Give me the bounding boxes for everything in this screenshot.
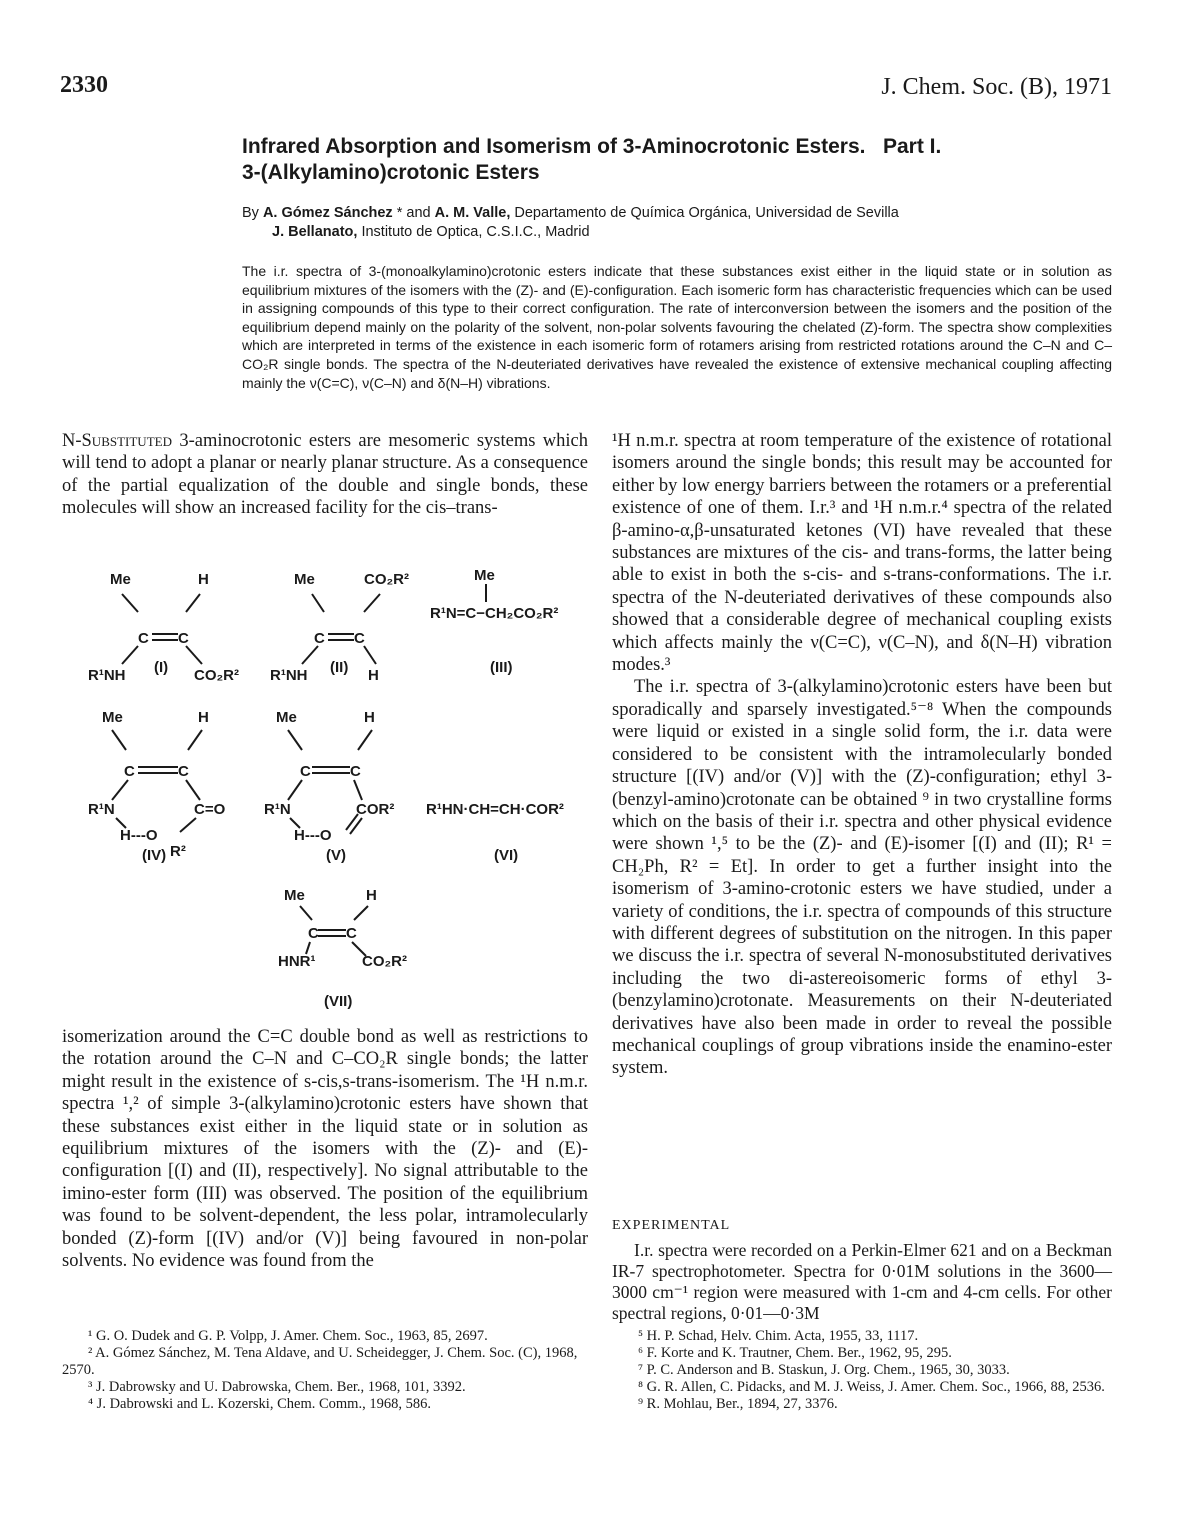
title-line-1: Infrared Absorption and Isomerism of 3-Aminocrotonic Esters. Part I. [242,135,942,158]
right-column [612,430,1112,1080]
experimental-heading: EXPERIMENTAL [612,1218,731,1233]
experimental-paragraph: I.r. spectra were recorded on a Perkin-Elmer 621 and on a Beckman IR-7 spectrophotometer. Spectra for 0·01M solutions in the 3600—3000 cm⁻¹ region were measured with 1-cm and 4-cm cells. For other spectral regions, 0·01—0·3M [612,1240,1112,1323]
struct-vii-h: H [366,887,377,904]
title-line-2: 3-(Alkylamino)crotonic Esters [242,161,540,184]
struct-v-bond-co [354,780,362,800]
abstract: The i.r. spectra of 3-(monoalkylamino)crotonic esters indicate that these substances exist either in the liquid state or in solution as equilibrium mixtures of the isomers with the (Z)- and (E)-configuration. Each isomeric form has characteristic frequencies which can be used in assigning compounds of this type to their correct configuration. The rate of interconversion between the isomers and the position of the equilibrium depend mainly on the polarity of the solvent, non-polar solvents favouring the chelated (Z)-form. The spectra show complexities which are interpreted in terms of the existence in each isomeric form of rotamers arising from restricted rotations around the C–N and C–CO₂R single bonds. The spectra of the N-deuteriated derivatives have revealed the existence of extensive mechanical coupling affecting mainly the ν(C=C), ν(C–N) and δ(N–H) vibrations. [242,263,1112,391]
struct-v-hbond: H---O [294,827,332,844]
struct-vii-c1: C [308,925,319,942]
authors-line-1 [242,204,1122,223]
struct-ii-co2r2: CO₂R² [364,571,409,588]
struct-ii-c2: C [354,630,365,647]
authors-block [242,204,1122,242]
struct-v-bond-h [358,730,372,750]
struct-i-me: Me [110,571,131,588]
struct-ii-c1: C [314,630,325,647]
struct-iv-r1n: R¹N [88,801,115,818]
struct-ii-bond-co [364,594,380,612]
footnote-1: ¹ G. O. Dudek and G. P. Volpp, J. Amer. Chem. Soc., 1963, 85, 2697. [88,1328,488,1344]
label-vii: (VII) [324,993,353,1010]
struct-i-bond-h [186,594,200,612]
right-paragraph-2: The i.r. spectra of 3-(alkylamino)crotonic esters have been but sporadically and sparsely investigated.⁵⁻⁸ When the compounds were liquid or existed in a single solid form, the i.r. data were considered to be consistent with the intramolecularly bonded structure [(IV) and/or (V)] with the (Z)-configuration; ethyl 3-(benzyl-amino)crotonate can be obtained ⁹ in two crystalline forms which on the basis of their i.r. spectra and other physical evidence were shown ¹,⁵ to be the (Z)- and (E)-isomer [(I) and (II); R¹ = CH₂Ph, R² = Et]. In order to get a further insight into the isomerism of 3-amino-crotonic esters we have studied, under a variety of conditions, the i.r. spectra of compounds of this structure with different degrees of substitution on the nitrogen. In this paper we discuss the i.r. spectra of several N-monosubstituted derivatives including the two di-astereoisomeric forms of ethyl 3-(benzylamino)crotonate. Measurements on their N-deuteriated derivatives have also been made in order to reveal the possible mechanical couplings of group vibrations inside the enamino-ester system. [612,677,1112,1079]
footnote-4: ⁴ J. Dabrowski and L. Kozerski, Chem. Comm., 1968, 586. [88,1396,431,1412]
left-continuation: isomerization around the C=C double bond as well as restrictions to the rotation around the C–N and C–CO₂R single bonds; the latter might result in the existence of s-cis,s-trans-isomerism. The ¹H n.m.r. spectra ¹,² of simple 3-(alkylamino)crotonic esters have shown that these substances exist either in the liquid state or in solution as equilibrium mixtures of the isomers with the (Z)- and (E)-configuration [(I) and (II), respectively]. No signal attributable to the imino-ester form (III) was observed. The position of the equilibrium was found to be solvent-dependent, the less polar, intramolecularly bonded (Z)-form [(IV) and/or (V)] being favoured in non-polar solvents. No evidence was found from the [62,1027,588,1272]
struct-v-c2: C [350,763,361,780]
struct-ii-r1nh: R¹NH [270,667,308,684]
label-iv: (IV) [142,847,167,864]
label-ii: (II) [330,659,349,676]
struct-i-h: H [198,571,209,588]
struct-i-co2r2: CO₂R² [194,667,239,684]
struct-ii-me: Me [294,571,315,588]
struct-iv-r2: R² [170,843,186,860]
author-1: A. Gómez Sánchez [262,205,393,221]
struct-iv-bond-oc [180,818,196,832]
struct-v-c1: C [300,763,311,780]
struct-v-double-o-b [350,818,362,834]
struct-vi-formula: R¹HN·CH=CH·COR² [426,801,564,818]
struct-ii-h: H [368,667,379,684]
footnotes-left [62,1328,588,1413]
journal-citation: J. Chem. Soc. (B), 1971 [881,74,1112,100]
struct-iv-bond-co [186,780,200,800]
struct-iv-h: H [198,709,209,726]
footnote-7: ⁷ P. C. Anderson and B. Staskun, J. Org. Chem., 1965, 30, 3033. [638,1362,1010,1378]
right-paragraph-1: ¹H n.m.r. spectra at room temperature of the existence of rotational isomers around the single bonds; this result may be accounted for either by low energy barriers between the rotamers or a preferential existence of one of them. I.r.³ and ¹H n.m.r.⁴ spectra of the related β-amino-α,β-unsaturated ketones (VI) have revealed that these substances are mixtures of the cis- and trans-forms, the latter being able to exist in both the s-cis- and s-trans-conformations. The i.r. spectra of the N-deuteriated derivatives of these compounds also showed that a considerable degree of mechanical coupling exists which affects mainly the ν(C=C), ν(C–N), and δ(N–H) vibration modes.³ [612,431,1112,676]
struct-i-c2: C [178,630,189,647]
intro-paragraph [62,430,588,520]
footnote-2: ² A. Gómez Sánchez, M. Tena Aldave, and U. Scheidegger, J. Chem. Soc. (C), 1968, 2570. [62,1345,578,1378]
by-label: By [242,205,259,221]
label-iii: (III) [490,659,513,676]
struct-i-bond-nh [122,646,138,664]
struct-ii-bond-h [364,646,376,664]
struct-ii-bond-nh [302,646,318,664]
author-2: A. M. Valle, [434,205,511,221]
struct-vii-bond-me [300,906,312,920]
footnote-9: ⁹ R. Mohlau, Ber., 1894, 27, 3376. [638,1396,838,1412]
footnote-5: ⁵ H. P. Schad, Helv. Chim. Acta, 1955, 33, 1117. [638,1328,919,1344]
label-i: (I) [154,659,169,676]
struct-v-me: Me [276,709,297,726]
corresponding-star: * [392,205,403,221]
label-vi: (VI) [494,847,519,864]
article-title [242,134,1142,186]
struct-iv-bond-h [188,730,202,750]
struct-i-r1nh: R¹NH [88,667,126,684]
label-v: (V) [326,847,346,864]
intro-small-caps: N-Substituted [62,431,172,451]
struct-iv-c1: C [124,763,135,780]
struct-v-bond-me [288,730,302,750]
struct-iv-bond-me [112,730,126,750]
struct-vii-hnr1: HNR¹ [278,953,316,970]
experimental-text [612,1240,1112,1324]
footnotes-right [612,1328,1112,1413]
intro-text: 3-aminocrotonic esters are mesomeric systems which will tend to adopt a planar or nearly planar structure. As a consequence of the partial equalization of the double and single bonds, these molecules will show an increased facility for the cis–trans- [62,431,588,519]
struct-iv-me: Me [102,709,123,726]
struct-iii-formula: R¹N=C−CH₂CO₂R² [430,605,559,622]
affiliation-1: Departamento de Química Orgánica, Universidad de Sevilla [510,205,899,221]
structures-figure [62,560,592,1020]
struct-i-bond-me [122,594,138,612]
struct-iii-me: Me [474,567,495,584]
struct-v-bond-n [288,780,302,800]
and-label: and [402,205,435,221]
authors-line-2 [242,223,1122,242]
page-number: 2330 [60,72,108,98]
author-3: J. Bellanato, [272,224,358,240]
footnote-3: ³ J. Dabrowsky and U. Dabrowska, Chem. Ber., 1968, 101, 3392. [88,1379,466,1395]
struct-iv-c2: C [178,763,189,780]
struct-ii-bond-me [312,594,324,612]
struct-vii-bond-h [354,906,368,920]
struct-iv-bond-n [112,780,128,800]
struct-i-c1: C [138,630,149,647]
struct-i-bond-co [186,646,202,664]
affiliation-2: Instituto de Optica, C.S.I.C., Madrid [357,224,590,240]
struct-v-r1n: R¹N [264,801,291,818]
struct-vii-me: Me [284,887,305,904]
struct-v-h: H [364,709,375,726]
footnote-8: ⁸ G. R. Allen, C. Pidacks, and M. J. Weiss, J. Amer. Chem. Soc., 1966, 88, 2536. [638,1379,1105,1395]
struct-v-cor2: COR² [356,801,395,818]
struct-vii-c2: C [346,925,357,942]
struct-iv-co: C=O [194,801,226,818]
footnote-6: ⁶ F. Korte and K. Trautner, Chem. Ber., 1962, 95, 295. [638,1345,952,1361]
struct-iv-hbond: H---O [120,827,158,844]
struct-vii-co2r2: CO₂R² [362,953,407,970]
